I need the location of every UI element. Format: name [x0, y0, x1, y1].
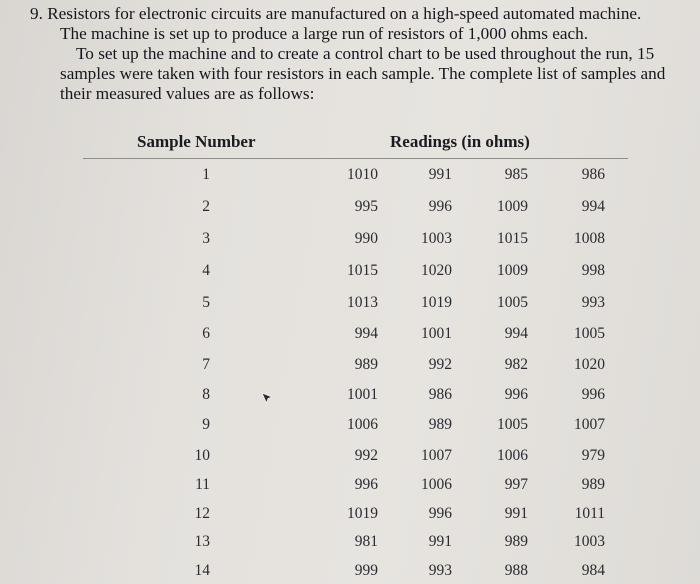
- reading-cell: 1015: [497, 230, 528, 247]
- reading-cell: 981: [354, 533, 378, 550]
- sample-number-cell: 10: [194, 447, 210, 464]
- header-divider: [83, 158, 628, 159]
- table-row: [0, 325, 700, 347]
- table-row: [0, 447, 700, 469]
- sample-number-cell: 6: [202, 325, 210, 342]
- reading-cell: 1010: [347, 166, 378, 183]
- table-row: [0, 356, 700, 378]
- sample-number-cell: 2: [202, 198, 210, 215]
- sample-number-cell: 14: [194, 562, 210, 579]
- reading-cell: 1020: [574, 356, 605, 373]
- reading-cell: 991: [428, 533, 452, 550]
- reading-cell: 1001: [347, 386, 378, 403]
- reading-cell: 1011: [574, 505, 605, 522]
- reading-cell: 1013: [347, 294, 378, 311]
- header-sample-number: Sample Number: [137, 132, 256, 151]
- table-row: [0, 505, 700, 527]
- problem-line-5: their measured values are as follows:: [60, 84, 315, 103]
- table-row: [0, 476, 700, 498]
- reading-cell: 996: [428, 198, 452, 215]
- reading-cell: 1015: [347, 262, 378, 279]
- reading-cell: 986: [581, 166, 605, 183]
- reading-cell: 986: [428, 386, 452, 403]
- reading-cell: 994: [504, 325, 528, 342]
- reading-cell: 1003: [574, 533, 605, 550]
- table-row: [0, 416, 700, 438]
- reading-cell: 990: [354, 230, 378, 247]
- sample-number-cell: 8: [202, 386, 210, 403]
- reading-cell: 989: [581, 476, 605, 493]
- reading-cell: 992: [354, 447, 378, 464]
- reading-cell: 1005: [574, 325, 605, 342]
- sample-number-cell: 11: [195, 476, 210, 493]
- reading-cell: 996: [504, 386, 528, 403]
- reading-cell: 997: [504, 476, 528, 493]
- sample-number-cell: 5: [202, 294, 210, 311]
- reading-cell: 993: [428, 562, 452, 579]
- reading-cell: 988: [504, 562, 528, 579]
- reading-cell: 1009: [497, 262, 528, 279]
- reading-cell: 994: [581, 198, 605, 215]
- table-row: [0, 562, 700, 584]
- table-row: [0, 386, 700, 408]
- reading-cell: 989: [504, 533, 528, 550]
- reading-cell: 1001: [421, 325, 452, 342]
- reading-cell: 1020: [421, 262, 452, 279]
- reading-cell: 979: [581, 447, 605, 464]
- reading-cell: 1006: [421, 476, 452, 493]
- table-row: [0, 294, 700, 316]
- table-row: [0, 533, 700, 555]
- reading-cell: 1009: [497, 198, 528, 215]
- header-readings: Readings (in ohms): [390, 132, 530, 151]
- reading-cell: 996: [354, 476, 378, 493]
- reading-cell: 996: [428, 505, 452, 522]
- sample-number-cell: 9: [202, 416, 210, 433]
- reading-cell: 989: [354, 356, 378, 373]
- reading-cell: 1005: [497, 416, 528, 433]
- reading-cell: 1005: [497, 294, 528, 311]
- problem-statement: [30, 4, 670, 104]
- problem-line-2: The machine is set up to produce a large run of resistors of 1,000 ohms each.: [60, 24, 589, 43]
- sample-number-cell: 7: [202, 356, 210, 373]
- sample-number-cell: 1: [202, 166, 210, 183]
- reading-cell: 994: [354, 325, 378, 342]
- reading-cell: 998: [581, 262, 605, 279]
- table-row: [0, 198, 700, 220]
- table-row: [0, 166, 700, 188]
- sample-number-cell: 4: [202, 262, 210, 279]
- reading-cell: 1008: [574, 230, 605, 247]
- reading-cell: 1007: [574, 416, 605, 433]
- reading-cell: 1003: [421, 230, 452, 247]
- problem-line-4: samples were taken with four resistors in each sample. The complete list of samples and: [60, 64, 666, 83]
- reading-cell: 993: [581, 294, 605, 311]
- reading-cell: 999: [354, 562, 378, 579]
- mouse-pointer-icon: [259, 390, 275, 406]
- problem-line-1: 9. Resistors for electronic circuits are manufactured on a high-speed automated machine.: [30, 4, 642, 23]
- reading-cell: 991: [504, 505, 528, 522]
- reading-cell: 992: [428, 356, 452, 373]
- sample-number-cell: 12: [194, 505, 210, 522]
- table-row: [0, 262, 700, 284]
- reading-cell: 1019: [421, 294, 452, 311]
- reading-cell: 996: [581, 386, 605, 403]
- reading-cell: 1019: [347, 505, 378, 522]
- reading-cell: 991: [428, 166, 452, 183]
- sample-number-cell: 13: [194, 533, 210, 550]
- sample-number-cell: 3: [202, 230, 210, 247]
- reading-cell: 984: [581, 562, 605, 579]
- table-row: [0, 230, 700, 252]
- reading-cell: 989: [428, 416, 452, 433]
- reading-cell: 1007: [421, 447, 452, 464]
- reading-cell: 1006: [347, 416, 378, 433]
- reading-cell: 982: [504, 356, 528, 373]
- reading-cell: 1006: [497, 447, 528, 464]
- reading-cell: 985: [504, 166, 528, 183]
- problem-line-3: To set up the machine and to create a control chart to be used throughout the run, 15: [76, 44, 655, 63]
- reading-cell: 995: [354, 198, 378, 215]
